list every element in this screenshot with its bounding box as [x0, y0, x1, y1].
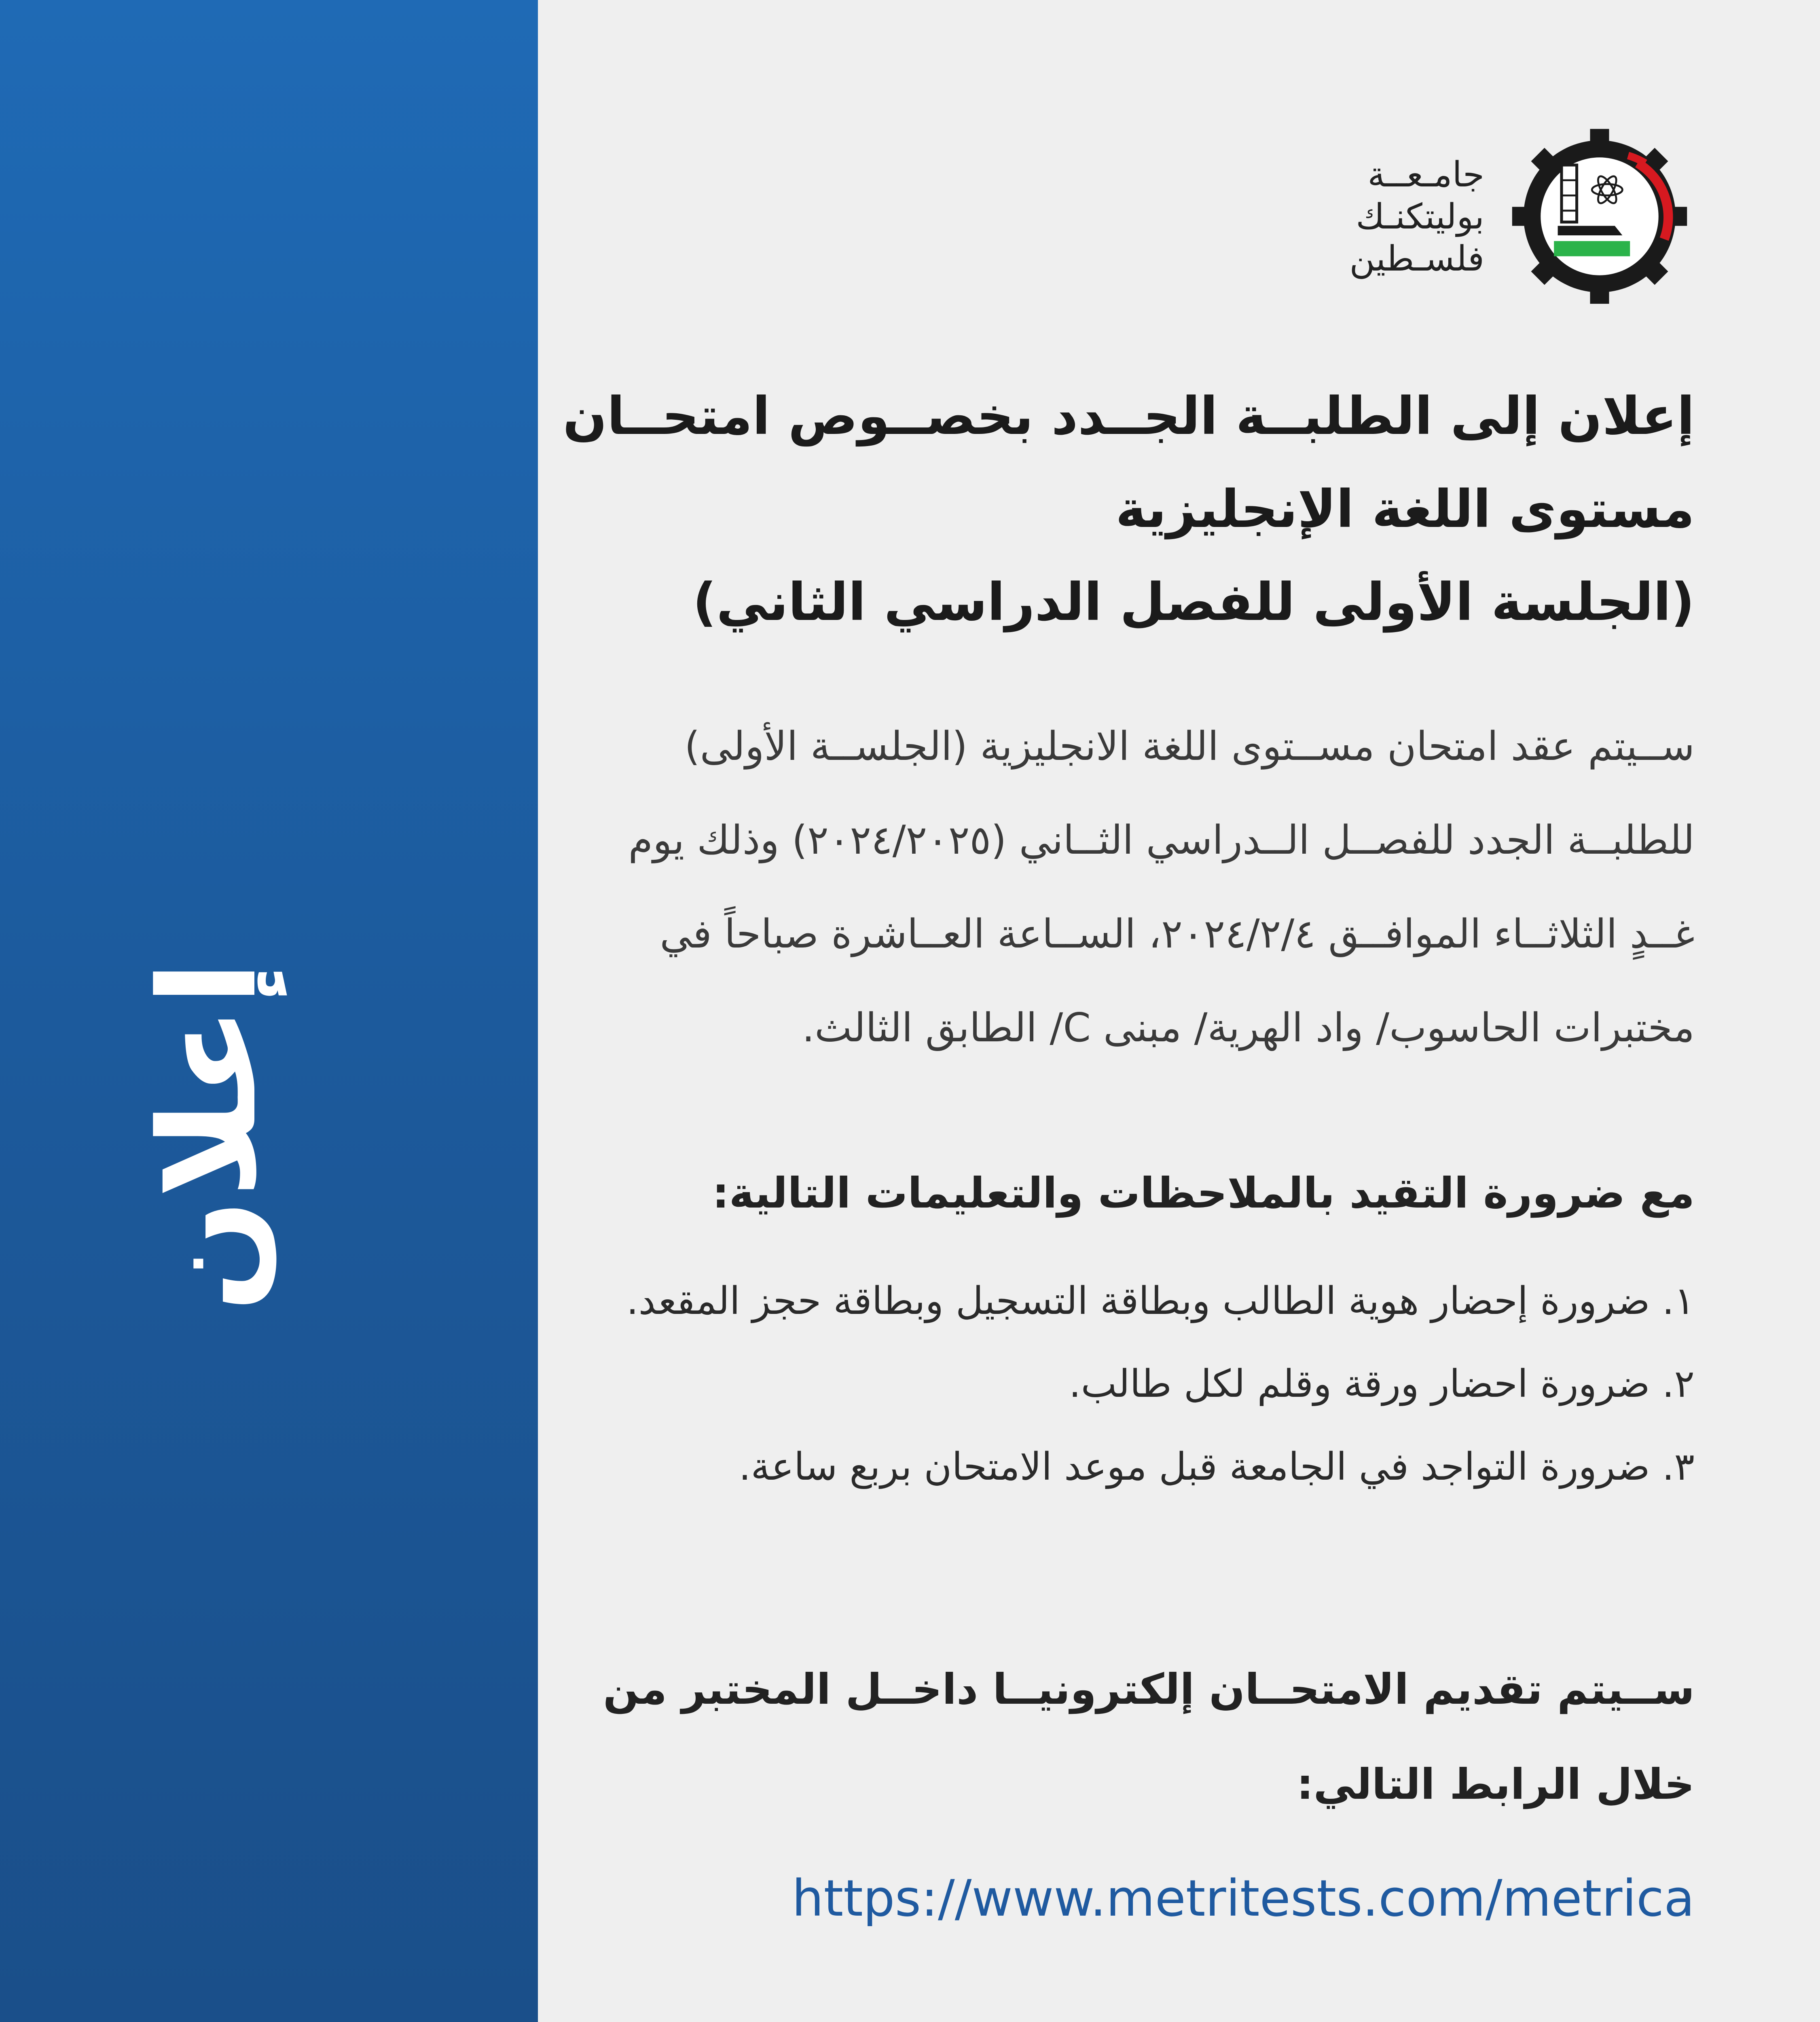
- body-line: للطلبــة الجدد للفصــل الــدراسي الثــاني (٢٠٢٤/٢٠٢٥) وذلك يوم: [628, 817, 1695, 863]
- list-item: ١. ضرورة إحضار هوية الطالب وبطاقة التسجيل وبطاقة حجز المقعد.: [626, 1279, 1695, 1323]
- heading-line: (الجلسة الأولى للفصل الدراسي الثاني): [692, 572, 1695, 632]
- list-item: ٢. ضرورة احضار ورقة وقلم لكل طالب.: [1069, 1362, 1695, 1406]
- heading-line: إعلان إلى الطلبــة الجــدد بخصــوص امتحــان: [563, 386, 1695, 446]
- announcement-vertical-title: إعلان: [131, 960, 286, 1313]
- body-line: ســيتم عقد امتحان مســتوى اللغة الانجليزية (الجلســة الأولى): [684, 723, 1695, 770]
- sidebar-panel: [0, 0, 538, 2022]
- online-exam-note: [603, 1642, 1695, 1832]
- body-line: مختبرات الحاسوب/ واد الهرية/ مبنى C/ الطابق الثالث.: [802, 1005, 1695, 1051]
- exam-link[interactable]: https://www.metritests.com/metrica: [792, 1870, 1695, 1928]
- list-item: ٣. ضرورة التواجد في الجامعة قبل موعد الامتحان بربع ساعة.: [739, 1445, 1695, 1489]
- notes-title: مع ضرورة التقيد بالملاحظات والتعليمات التالية:: [712, 1168, 1695, 1218]
- announcement-heading: [563, 370, 1695, 649]
- university-name: [1314, 154, 1484, 280]
- university-name-line: جامـعــة: [1367, 154, 1484, 195]
- body-line: غــدٍ الثلاثــاء الموافــق ٢٠٢٤/٢/٤، الســاعة العــاشرة صباحاً في: [660, 911, 1695, 957]
- heading-line: مستوى اللغة الإنجليزية: [1115, 479, 1695, 539]
- university-name-line: فلسـطين: [1349, 239, 1484, 279]
- university-logo: [1314, 121, 1695, 311]
- announcement-content: [563, 0, 1695, 2022]
- announcement-body: [603, 700, 1695, 1075]
- online-note-line: خلال الرابط التالي:: [1296, 1760, 1695, 1809]
- online-note-line: ســيتم تقديم الامتحــان إلكترونيــا داخــل المختبر من: [603, 1665, 1695, 1714]
- notes-list: [603, 1260, 1695, 1508]
- university-name-line: بوليتكنـك: [1356, 197, 1484, 237]
- university-emblem-icon: [1505, 121, 1695, 311]
